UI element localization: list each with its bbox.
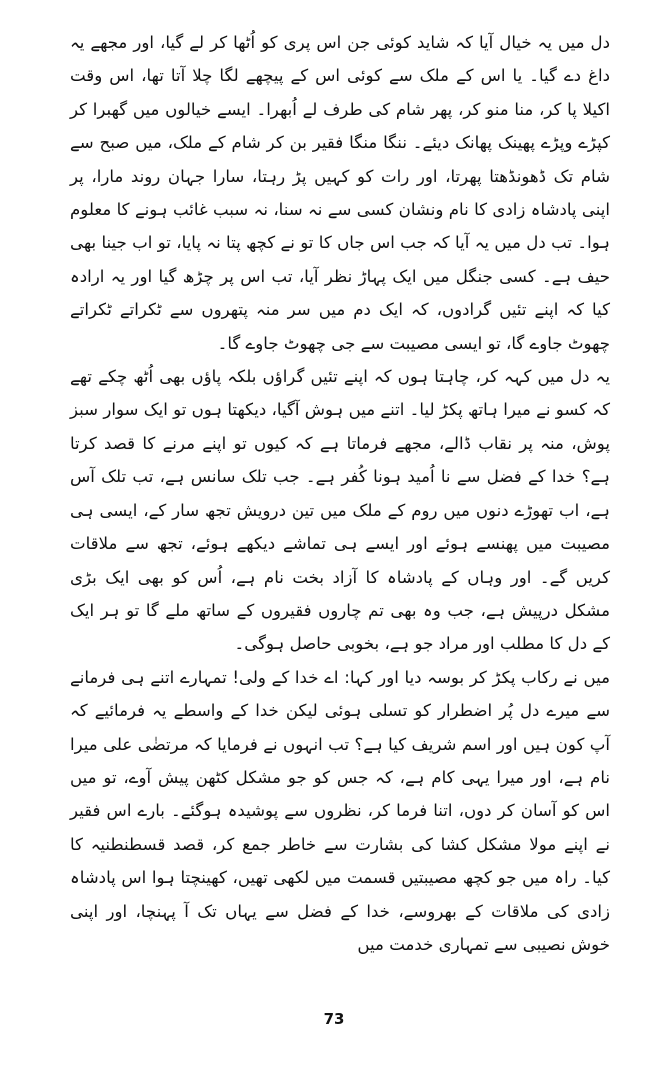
body-text — [70, 26, 610, 961]
paragraph-2: یہ دل میں کہہ کر، چاہتا ہوں کہ اپنے تئیں گراؤں بلکہ پاؤں بھی اُٹھ چکے تھے کہ کسو نے میرا ہاتھ پکڑ لیا۔ اتنے میں ہوش آگیا، دیکھتا ہوں تو ایک سوار سبز پوش، منہ پر نقاب ڈالے، مجھے فرماتا ہے کہ کیوں تو اپنے مرنے کا قصد کرتا ہے؟ خدا کے فضل سے نا اُمید ہونا کُفر ہے۔ جب تلک سانس ہے، تب تلک آس ہے، اب تھوڑے دنوں میں روم کے ملک میں تین درویش تجھ سار کے، ایسی ہی مصیبت میں پھنسے ہوئے اور ایسے ہی تماشے دیکھے ہوئے، تجھ سے ملاقات کریں گے۔ اور وہاں کے پادشاہ کا آزاد بخت نام ہے، اُس کو بھی ایک بڑی مشکل درپیش ہے، جب وہ بھی تم چاروں فقیروں کے ساتھ ملے گا تو ہر ایک کے دل کا مطلب اور مراد جو ہے، بخوبی حاصل ہوگی۔ — [70, 367, 610, 654]
paragraph-3: میں نے رکاب پکڑ کر بوسہ دیا اور کہا: اے خدا کے ولی! تمہارے اتنے ہی فرمانے سے میرے دل پُر اضطرار کو تسلی ہوئی لیکن خدا کے واسطے یہ فرمائیے کہ آپ کون ہیں اور اسم شریف کیا ہے؟ تب انہوں نے فرمایا کہ مرتضٰی علی میرا نام ہے، اور میرا یہی کام ہے، کہ جس کو جو مشکل کٹھن پیش آوے، تو میں اس کو آسان کر دوں، اتنا فرما کر، نظروں سے پوشیدہ ہوگئے۔ بارے اس فقیر نے اپنے مولا مشکل کشا کی بشارت سے خاطر جمع کر، قصد قسطنطنیہ کا کیا۔ راہ میں جو کچھ مصیبتیں قسمت میں لکھی تھیں، کھینچتا ہوا اس پادشاہ زادی کی ملاقات کے بھروسے، خدا کے فضل سے یہاں تک آ پہنچا، اور اپنی خوش نصیبی سے تمہاری خدمت میں — [70, 667, 610, 954]
paragraph-1: دل میں یہ خیال آیا کہ شاید کوئی جن اس پری کو اُٹھا کر لے گیا، اور مجھے یہ داغ دے گیا۔ یا اس کے ملک سے کوئی اس کے پیچھے لگا چلا آتا تھا، اس وقت اکیلا پا کر، منا منو کر، پھر شام کی طرف لے اُبھرا۔ ایسے خیالوں میں گھبرا کر کپڑے وپڑے پھینک پھانک دیئے۔ ننگا منگا فقیر بن کر شام کے ملک، میں صبح سے شام تک ڈھونڈھتا پھرتا، اور رات کو کہیں پڑ رہتا، سارا جہان روند مارا، پر اپنی پادشاہ زادی کا نام ونشان کسی سے نہ سنا، نہ سبب غائب ہونے کا معلوم ہوا۔ تب دل میں یہ آیا کہ جب اس جاں کا تو نے کچھ پتا نہ پایا، تو اب جینا بھی حیف ہے۔ کسی جنگل میں ایک پہاڑ نظر آیا، تب اس پر چڑھ گیا اور یہ ارادہ کیا کہ اپنے تئیں گرادوں، کہ ایک دم میں سر منہ پتھروں سے ٹکراتے ٹکراتے چھوٹ جاوے گا، تو ایسی مصیبت سے جی چھوٹ جاوے گا۔ — [70, 33, 610, 353]
page-number: 73 — [323, 1010, 345, 1028]
